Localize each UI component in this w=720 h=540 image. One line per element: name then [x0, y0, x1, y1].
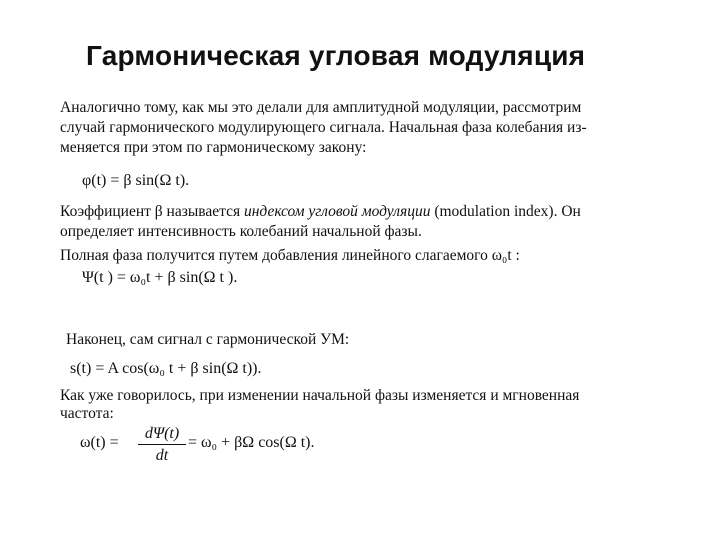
fraction-numerator: dΨ(t)	[144, 425, 180, 442]
formula-signal: s(t) = A cos(ω₀ t + β sin(Ω t)).	[70, 360, 262, 377]
paragraph-line: Полная фаза получится путем добавления линейного слагаемого ω₀t :	[60, 247, 520, 264]
paragraph-line	[60, 202, 581, 222]
paragraph-line: Наконец, сам сигнал с гармонической УМ:	[66, 331, 350, 348]
formula-full-phase: Ψ(t ) = ω₀t + β sin(Ω t ).	[82, 269, 238, 286]
term-italic: индексом угловой модуляции	[243, 203, 431, 220]
paragraph-line: определяет интенсивность колебаний начальной фазы.	[60, 223, 422, 240]
slide-title: Гармоническая угловая модуляция	[86, 40, 586, 71]
formula-fraction	[138, 424, 186, 465]
paragraph-line: Аналогично тому, как мы это делали для амплитудной модуляции, рассмотрим	[60, 99, 582, 116]
paragraph-line: Как уже говорилось, при изменении начальной фазы изменяется и мгновенная	[60, 387, 580, 404]
formula-omega-lhs: ω(t) =	[80, 434, 119, 451]
paragraph-line: частота:	[60, 405, 114, 422]
paragraph-line: меняется при этом по гармоническому закону:	[60, 139, 367, 156]
paragraph-line: случай гармонического модулирующего сигнала. Начальная фаза колебания из-	[60, 119, 587, 136]
text-fragment: Коэффициент β называется	[60, 203, 244, 220]
text-fragment: (modulation index). Он	[430, 203, 581, 220]
fraction-denominator: dt	[155, 447, 169, 464]
formula-phase: φ(t) = β sin(Ω t).	[82, 172, 190, 189]
formula-omega-rhs: = ω₀ + βΩ cos(Ω t).	[188, 434, 315, 451]
